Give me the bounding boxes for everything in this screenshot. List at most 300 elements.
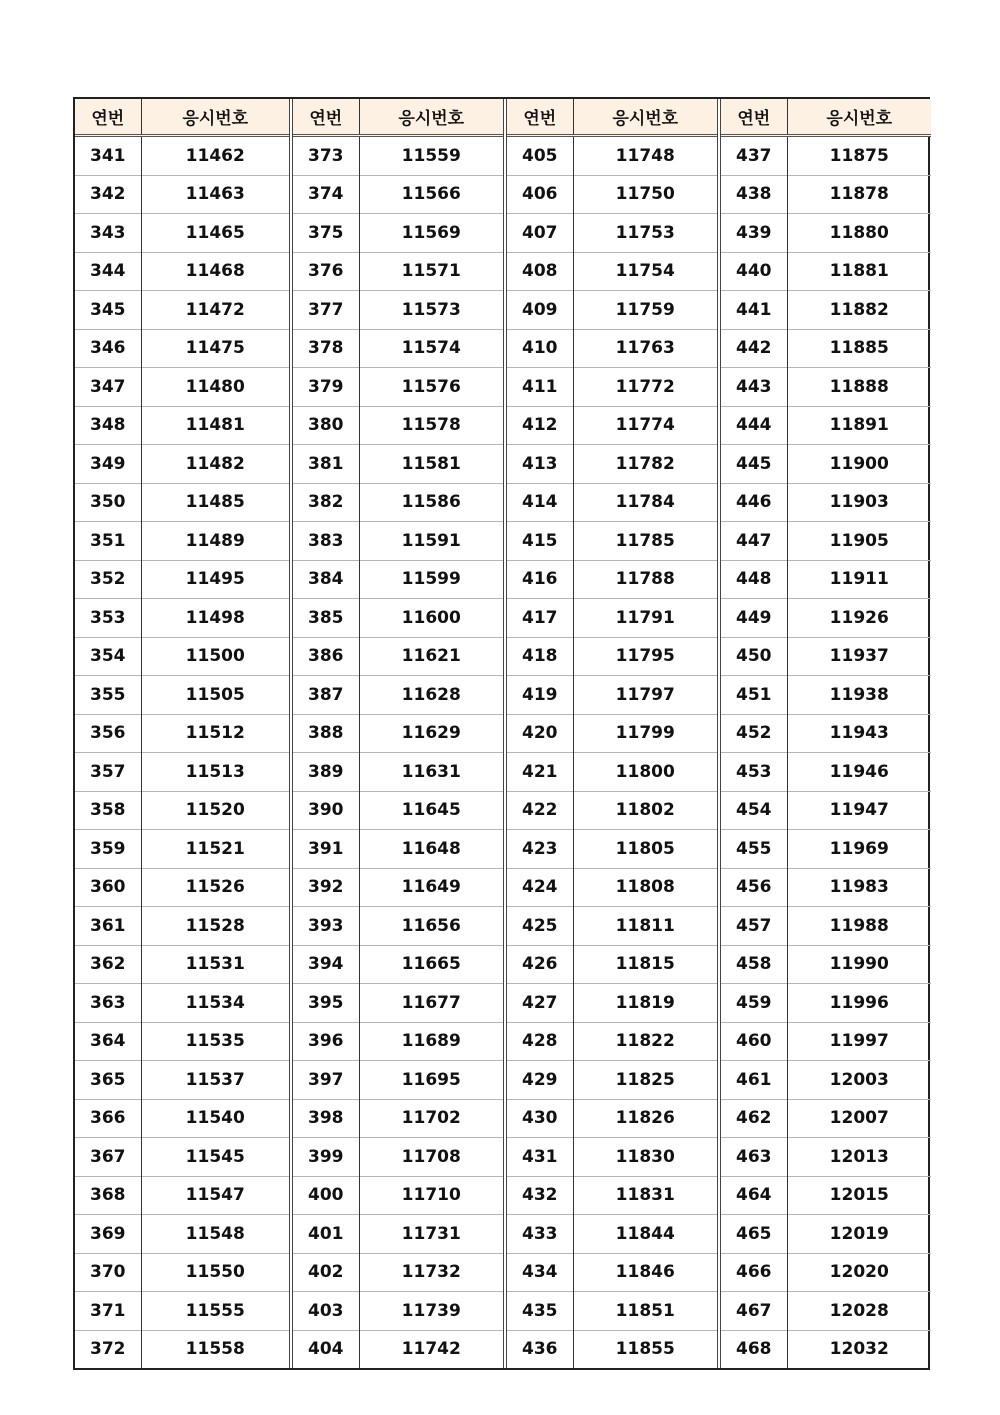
seq-cell: 447 [721,522,787,561]
exam-no-cell: 11631 [359,753,503,792]
table-row [293,637,503,676]
table-row [75,136,289,176]
seq-cell: 441 [721,291,787,330]
seq-cell: 355 [75,676,141,715]
table-row [721,1099,931,1138]
seq-cell: 401 [293,1215,359,1254]
table-group-4 [717,99,931,1368]
table-row [293,791,503,830]
table-row [721,791,931,830]
seq-cell: 366 [75,1099,141,1138]
exam-no-cell: 11531 [141,945,289,984]
seq-cell: 398 [293,1099,359,1138]
table-row [293,329,503,368]
exam-no-cell: 11649 [359,868,503,907]
seq-cell: 352 [75,560,141,599]
table-group-2 [289,99,503,1368]
exam-no-cell: 12020 [787,1253,931,1292]
table-row [75,291,289,330]
table-row [507,406,717,445]
table-row [721,1253,931,1292]
table-row [75,637,289,676]
exam-no-cell: 11742 [359,1330,503,1368]
seq-cell: 424 [507,868,573,907]
table-row [721,676,931,715]
table-groups [73,97,930,1370]
exam-no-cell: 11500 [141,637,289,676]
exam-no-cell: 11905 [787,522,931,561]
exam-table [293,99,503,1368]
seq-cell: 460 [721,1022,787,1061]
header-exam-no: 응시번호 [573,99,717,136]
exam-no-cell: 11548 [141,1215,289,1254]
table-row [75,1138,289,1177]
seq-cell: 428 [507,1022,573,1061]
table-row [721,1176,931,1215]
table-row [75,483,289,522]
table-row [293,830,503,869]
seq-cell: 356 [75,714,141,753]
table-row [75,1176,289,1215]
seq-cell: 457 [721,907,787,946]
header-seq: 연번 [721,99,787,136]
exam-no-cell: 11574 [359,329,503,368]
table-row [293,406,503,445]
table-row [75,676,289,715]
exam-no-cell: 11559 [401,145,461,166]
seq-cell: 453 [721,753,787,792]
table-row [293,1330,503,1368]
seq-cell: 374 [293,175,359,214]
table-row [507,637,717,676]
table-row [507,907,717,946]
seq-cell: 404 [293,1330,359,1368]
seq-cell: 407 [507,214,573,253]
seq-cell: 418 [507,637,573,676]
seq-cell: 362 [75,945,141,984]
exam-no-cell: 11472 [141,291,289,330]
seq-cell: 346 [75,329,141,368]
seq-cell: 409 [507,291,573,330]
table-row [293,1099,503,1138]
seq-cell: 351 [75,522,141,561]
header-exam-no: 응시번호 [359,99,503,136]
exam-table [721,99,931,1368]
seq-cell: 399 [293,1138,359,1177]
exam-no-cell: 11880 [787,214,931,253]
table-row [75,714,289,753]
seq-cell: 443 [721,368,787,407]
table-row [75,599,289,638]
table-row [293,1061,503,1100]
exam-no-cell: 11822 [573,1022,717,1061]
table-row [75,791,289,830]
seq-cell: 394 [293,945,359,984]
table-row [721,252,931,291]
seq-cell: 462 [721,1099,787,1138]
exam-no-cell: 11581 [359,445,503,484]
seq-cell: 452 [721,714,787,753]
seq-cell: 408 [507,252,573,291]
seq-cell: 463 [721,1138,787,1177]
exam-no-cell: 11795 [573,637,717,676]
exam-no-cell: 11800 [573,753,717,792]
seq-cell: 419 [507,676,573,715]
table-row [75,984,289,1023]
table-row [507,1138,717,1177]
seq-cell: 393 [293,907,359,946]
table-row [293,368,503,407]
exam-no-cell: 11750 [573,175,717,214]
seq-cell: 363 [75,984,141,1023]
exam-no-cell: 11799 [573,714,717,753]
table-row [75,945,289,984]
exam-no-cell: 11819 [573,984,717,1023]
table-row [293,522,503,561]
table-row [75,560,289,599]
exam-no-cell: 11578 [359,406,503,445]
seq-cell: 360 [75,868,141,907]
exam-no-cell: 11571 [359,252,503,291]
table-row [507,791,717,830]
seq-cell: 348 [75,406,141,445]
exam-no-cell: 12015 [787,1176,931,1215]
exam-no-cell: 11528 [141,907,289,946]
seq-cell: 380 [293,406,359,445]
seq-cell: 405 [507,136,573,176]
table-row [293,1022,503,1061]
seq-cell: 444 [721,406,787,445]
exam-no-cell: 11815 [573,945,717,984]
table-row [721,406,931,445]
seq-cell: 388 [293,714,359,753]
seq-cell: 389 [293,753,359,792]
exam-no-cell: 11545 [141,1138,289,1177]
table-row [293,1253,503,1292]
exam-no-cell: 11599 [359,560,503,599]
exam-no-cell: 11831 [573,1176,717,1215]
table-row [507,945,717,984]
exam-no-cell: 11788 [573,560,717,599]
table-row [75,406,289,445]
seq-cell: 381 [293,445,359,484]
exam-no-cell: 11891 [787,406,931,445]
seq-cell: 344 [75,252,141,291]
seq-cell: 426 [507,945,573,984]
exam-no-cell: 11826 [573,1099,717,1138]
exam-no-cell: 11772 [573,368,717,407]
table-row [75,445,289,484]
table-row [721,714,931,753]
exam-no-cell: 11475 [141,329,289,368]
exam-no-cell: 11677 [359,984,503,1023]
seq-cell: 465 [721,1215,787,1254]
table-row [721,1292,931,1331]
seq-cell: 371 [75,1292,141,1331]
seq-cell: 379 [293,368,359,407]
exam-no-cell: 11710 [359,1176,503,1215]
exam-no-cell: 11997 [787,1022,931,1061]
table-row [75,252,289,291]
seq-cell: 427 [507,984,573,1023]
seq-cell: 347 [75,368,141,407]
exam-no-cell: 11855 [573,1330,717,1368]
exam-no-cell: 11878 [787,175,931,214]
table-row [507,329,717,368]
table-row [75,753,289,792]
seq-cell: 364 [75,1022,141,1061]
table-row [721,830,931,869]
seq-cell: 414 [507,483,573,522]
seq-cell: 406 [507,175,573,214]
table-row [293,676,503,715]
table-row [293,1176,503,1215]
header-row [293,99,503,136]
exam-no-cell: 11802 [573,791,717,830]
table-row [507,830,717,869]
seq-cell: 450 [721,637,787,676]
table-row [75,1099,289,1138]
exam-no-cell: 11665 [359,945,503,984]
exam-no-cell: 11534 [141,984,289,1023]
table-row [721,599,931,638]
seq-cell: 440 [721,252,787,291]
seq-cell: 449 [721,599,787,638]
seq-cell: 342 [75,175,141,214]
exam-no-cell: 11785 [573,522,717,561]
table-row [507,291,717,330]
seq-cell: 416 [507,560,573,599]
exam-no-cell: 11763 [573,329,717,368]
table-row [293,1138,503,1177]
exam-no-cell: 11731 [359,1215,503,1254]
seq-cell: 377 [293,291,359,330]
table-row [75,368,289,407]
exam-no-cell: 11759 [573,291,717,330]
exam-no-cell: 11498 [141,599,289,638]
seq-cell: 345 [75,291,141,330]
table-row [75,1215,289,1254]
exam-no-cell: 11990 [787,945,931,984]
exam-no-cell: 11782 [573,445,717,484]
table-row [293,483,503,522]
exam-no-cell: 11846 [573,1253,717,1292]
table-row [721,560,931,599]
table-row [293,252,503,291]
table-row [293,291,503,330]
exam-no-cell: 11805 [573,830,717,869]
table-row [293,984,503,1023]
exam-no-cell: 11911 [787,560,931,599]
table-row [507,676,717,715]
exam-no-cell: 11468 [141,252,289,291]
exam-no-cell: 11844 [573,1215,717,1254]
exam-no-cell: 11695 [359,1061,503,1100]
exam-no-cell: 11825 [573,1061,717,1100]
exam-no-cell: 11808 [573,868,717,907]
exam-no-cell: 11926 [787,599,931,638]
table-row [75,830,289,869]
table-row [721,945,931,984]
table-row [721,368,931,407]
seq-cell: 410 [507,329,573,368]
seq-cell: 456 [721,868,787,907]
seq-cell: 448 [721,560,787,599]
exam-no-cell: 11535 [141,1022,289,1061]
table-row [507,1022,717,1061]
table-row [75,214,289,253]
seq-cell: 455 [721,830,787,869]
exam-table [75,99,289,1368]
seq-cell: 350 [75,483,141,522]
exam-no-cell: 11739 [359,1292,503,1331]
seq-cell: 343 [75,214,141,253]
table-row [293,445,503,484]
seq-cell: 367 [75,1138,141,1177]
exam-no-cell: 12003 [787,1061,931,1100]
seq-cell: 435 [507,1292,573,1331]
table-row [721,907,931,946]
exam-no-cell: 12013 [787,1138,931,1177]
exam-no-cell: 11505 [141,676,289,715]
exam-no-cell: 11983 [787,868,931,907]
seq-cell: 386 [293,637,359,676]
seq-cell: 378 [293,329,359,368]
exam-no-cell: 11573 [359,291,503,330]
table-row [293,175,503,214]
table-row [75,1022,289,1061]
exam-no-cell: 11569 [359,214,503,253]
seq-cell: 417 [507,599,573,638]
header-seq: 연번 [293,99,359,136]
seq-cell: 412 [507,406,573,445]
table-row [721,214,931,253]
table-row [75,868,289,907]
exam-no-cell: 11888 [787,368,931,407]
seq-cell: 402 [293,1253,359,1292]
header-seq: 연번 [75,99,141,136]
table-row [293,868,503,907]
exam-no-cell: 11851 [573,1292,717,1331]
seq-cell: 411 [507,368,573,407]
table-row [75,175,289,214]
exam-no-cell: 11797 [573,676,717,715]
seq-cell: 372 [75,1330,141,1368]
table-row [507,1292,717,1331]
seq-cell: 383 [293,522,359,561]
header-exam-no: 응시번호 [787,99,931,136]
seq-cell: 454 [721,791,787,830]
table-row [507,368,717,407]
seq-cell: 392 [293,868,359,907]
seq-cell: 458 [721,945,787,984]
seq-cell: 376 [293,252,359,291]
exam-no-cell: 11656 [359,907,503,946]
table-row [507,1330,717,1368]
table-row [507,445,717,484]
seq-cell: 397 [293,1061,359,1100]
seq-cell: 382 [293,483,359,522]
exam-no-cell: 11969 [787,830,931,869]
exam-no-cell: 11748 [615,145,675,166]
table-row [293,753,503,792]
seq-cell: 468 [721,1330,787,1368]
exam-no-cell: 11946 [787,753,931,792]
table-row [721,445,931,484]
seq-cell: 369 [75,1215,141,1254]
exam-no-cell: 11774 [573,406,717,445]
table-row [721,136,931,176]
table-row [721,291,931,330]
table-row [507,1215,717,1254]
exam-no-cell: 11938 [787,676,931,715]
exam-no-cell: 11621 [359,637,503,676]
table-row [507,1176,717,1215]
exam-no-cell: 12007 [787,1099,931,1138]
exam-no-cell: 11481 [141,406,289,445]
seq-cell: 359 [75,830,141,869]
exam-no-cell: 11540 [141,1099,289,1138]
table-row [75,329,289,368]
header-exam-no: 응시번호 [141,99,289,136]
exam-no-cell: 11586 [359,483,503,522]
seq-cell: 425 [507,907,573,946]
seq-cell: 422 [507,791,573,830]
header-row [75,99,289,136]
table-row [721,637,931,676]
exam-no-cell: 11600 [359,599,503,638]
exam-no-cell: 11537 [141,1061,289,1100]
seq-cell: 466 [721,1253,787,1292]
exam-no-cell: 12019 [787,1215,931,1254]
seq-cell: 375 [293,214,359,253]
seq-cell: 361 [75,907,141,946]
seq-cell: 387 [293,676,359,715]
table-row [507,753,717,792]
table-row [721,1138,931,1177]
exam-no-cell: 11791 [573,599,717,638]
exam-no-cell: 11811 [573,907,717,946]
exam-no-cell: 11689 [359,1022,503,1061]
exam-no-cell: 11591 [359,522,503,561]
seq-cell: 445 [721,445,787,484]
exam-no-cell: 11882 [787,291,931,330]
exam-no-cell: 11512 [141,714,289,753]
table-row [721,1330,931,1368]
table-row [75,907,289,946]
exam-no-cell: 11628 [359,676,503,715]
table-row [293,945,503,984]
table-row [293,1215,503,1254]
exam-no-cell: 11513 [141,753,289,792]
exam-table [507,99,717,1368]
exam-no-cell: 11547 [141,1176,289,1215]
exam-no-cell: 11903 [787,483,931,522]
exam-no-cell: 11784 [573,483,717,522]
exam-no-cell: 11526 [141,868,289,907]
seq-cell: 368 [75,1176,141,1215]
table-row [721,175,931,214]
seq-cell: 421 [507,753,573,792]
seq-cell: 437 [721,136,787,176]
exam-no-cell: 11875 [829,145,889,166]
seq-cell: 357 [75,753,141,792]
table-row [507,599,717,638]
exam-no-cell: 11996 [787,984,931,1023]
seq-cell: 354 [75,637,141,676]
table-row [721,1022,931,1061]
table-row [293,214,503,253]
